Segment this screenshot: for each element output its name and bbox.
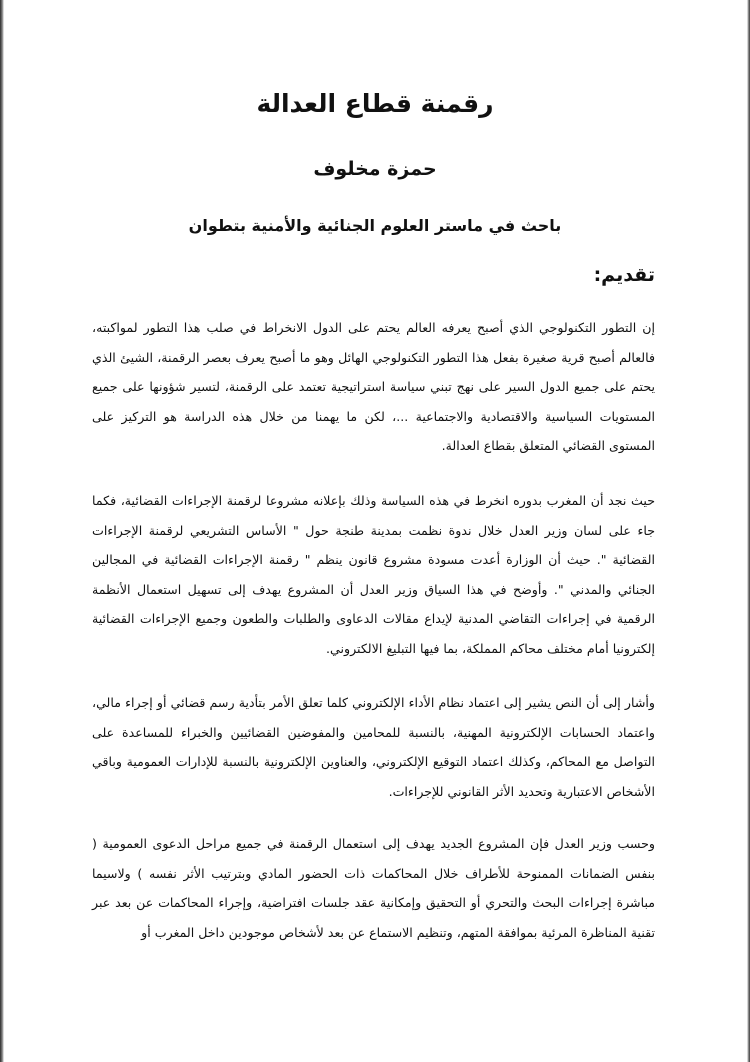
document-title: رقمنة قطاع العدالة [256,89,494,118]
section-heading-introduction: تقديم: [593,264,655,286]
body-paragraph: وأشار إلى أن النص يشير إلى اعتماد نظام الأداء الإلكتروني كلما تعلق الأمر بتأدية رسم قضائي أو إجراء مالي، واعتماد الحسابات الإلكترونية المهنية، بالنسبة للمحامين والمفوضين القضائيين والخبراء للمساعدة على التواصل مع المحاكم، وكذلك اعتماد التوقيع الإلكتروني، والعناوين الإلكترونية بالنسبة للإدارات العمومية وباقي الأشخاص الاعتبارية وتحديد الأثر القانوني للإجراءات. [92,695,655,799]
body-paragraph: إن التطور التكنولوجي الذي أصبح يعرفه العالم يحتم على الدول الانخراط في صلب هذا التطور لمواكبته، فالعالم أصبح قرية صغيرة بفعل هذا التطور التكنولوجي الهائل وهو ما أصبح يعرف بعصر الرقمنة، الشيئ الذي يحتم على جميع الدول السير على نهج تبني سياسة استراتيجية تعتمد على الرقمنة، لتسير شؤونها على جميع المستويات السياسية والاقتصادية والاجتماعية ...، لكن ما يهمنا من خلال هذه الدراسة هو التركيز على المستوى القضائي المتعلق بقطاع العدالة. [92,320,655,453]
author-name: حمزة مخلوف [313,158,437,180]
author-affiliation: باحث في ماستر العلوم الجنائية والأمنية بتطوان [188,216,562,235]
body-paragraph: وحسب وزير العدل فإن المشروع الجديد يهدف إلى استعمال الرقمنة في جميع مراحل الدعوى العمومية ( بنفس الضمانات الممنوحة للأطراف خلال المحاكمات ذات الحضور المادي وبترتيب الأثر نفسه ) ولاسيما مباشرة إجراءات البحث والتحري أو التحقيق وإمكانية عقد جلسات افتراضية، وإجراء المحاكمات عن بعد عبر تقنية المناظرة المرئية بموافقة المتهم، وتنظيم الاستماع عن بعد لأشخاص موجودين داخل المغرب أو [92,836,655,940]
body-paragraph: حيث نجد أن المغرب بدوره انخرط في هذه السياسة وذلك بإعلانه مشروعا لرقمنة الإجراءات القضائية، فكما جاء على لسان وزير العدل خلال ندوة نظمت بمدينة طنجة حول " الأساس التشريعي لرقمنة الإجراءات القضائية ". حيث أن الوزارة أعدت مسودة مشروع قانون ينظم " رقمنة الإجراءات القضائية في المجالين الجنائي والمدني ". وأوضح في هذا السياق وزير العدل أن المشروع يهدف إلى تسهيل استعمال الأنظمة الرقمية في إجراءات التقاضي المدنية لإيداع مقالات الدعاوى والطلبات والطعون وجميع الإجراءات القضائية إلكترونيا أمام مختلف محاكم المملكة، بما فيها التبليغ الالكتروني. [92,493,655,656]
